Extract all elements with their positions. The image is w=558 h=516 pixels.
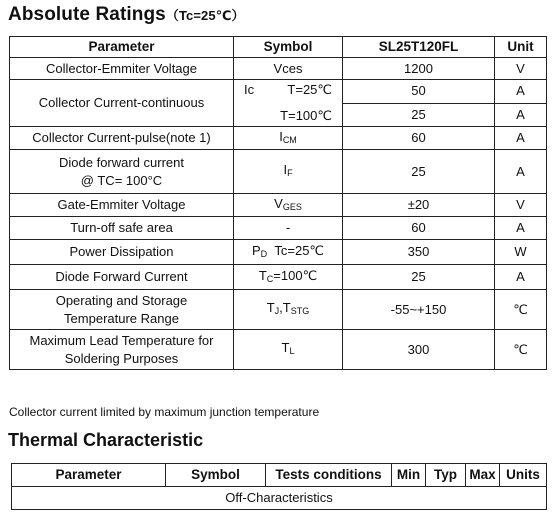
unit-cell: A [495,217,547,240]
symbol-main: I [283,162,288,177]
header-max: Max [466,464,500,487]
ic-cond-25: T=25℃ [287,82,332,97]
value-cell: 25 [343,265,495,290]
param-cell: Turn-off safe area [10,217,234,240]
value-cell: 25 [343,150,495,194]
table-header-row [12,464,547,487]
param-line-1: Maximum Lead Temperature for [29,332,214,348]
value-cell: 300 [343,330,495,370]
table-row [10,330,547,370]
absolute-ratings-heading [8,4,245,26]
unit-cell: ℃ [495,290,547,330]
header-typ: Typ [426,464,466,487]
value-cell: 25 [343,103,495,127]
table-row [10,80,547,104]
param-line-2: Temperature Range [64,310,179,326]
value-cell: 350 [343,240,495,265]
table-header-row [10,37,547,58]
unit-cell: A [495,103,547,127]
param-cell: Diode Forward Current [10,265,234,290]
unit-cell: A [495,80,547,104]
table-row [10,217,547,240]
value-cell: 50 [343,80,495,104]
symbol-sub: C [266,273,274,284]
header-parameter: Parameter [10,37,234,58]
abs-title: Absolute Ratings [8,4,166,25]
symbol-sub: D [260,248,268,259]
symbol-sub: GES [282,201,302,212]
unit-cell: V [495,194,547,217]
section-label: Off-Characteristics [12,487,547,510]
abs-condition: （Tc=25℃） [165,8,245,23]
symbol-main: T [258,267,267,283]
header-unit: Unit [495,37,547,58]
param-line-1: Diode forward current [59,154,184,170]
table-row [10,240,547,265]
param-line-2: @ TC= 100°C [80,172,163,188]
footnote: Collector current limited by maximum junction temperature [9,405,320,419]
symbol-sub: CM [282,134,297,145]
table-row [10,290,547,330]
symbol-condition: Tc=25℃ [274,242,325,258]
absolute-ratings-table [9,36,547,370]
symbol-cell [234,290,343,330]
table-row [10,150,547,194]
table-row [12,487,547,510]
header-parameter: Parameter [12,464,166,487]
unit-cell: A [495,265,547,290]
unit-cell: ℃ [495,330,547,370]
symbol-sub: J [274,306,280,316]
value-cell: -55~+150 [343,290,495,330]
ic-symbol: Ic [244,82,255,97]
symbol-main: I [279,128,283,144]
header-symbol: Symbol [166,464,266,487]
param-cell: Collector-Emmiter Voltage [10,58,234,80]
symbol-cell: Vces [234,58,343,80]
symbol-cell [234,240,343,265]
header-part-number: SL25T120FL [343,37,495,58]
symbol-main: V [274,195,283,211]
param-cell [10,290,234,330]
param-line-2: Soldering Purposes [64,350,179,366]
unit-cell: W [495,240,547,265]
ic-cond-100: T=100℃ [280,108,332,123]
header-min: Min [392,464,426,487]
table-row [10,127,547,150]
param-cell: Collector Current-continuous [10,80,234,127]
header-units: Units [500,464,547,487]
param-cell: Gate-Emmiter Voltage [10,194,234,217]
symbol-cell: - [234,217,343,240]
param-cell [10,150,234,194]
symbol-cell [234,150,343,194]
symbol-sub-2: STG [290,306,310,316]
table-row [10,265,547,290]
thermal-table [11,463,547,510]
symbol-separator: , [279,300,283,315]
symbol-cell [234,330,343,370]
symbol-cell [234,194,343,217]
header-test-conditions: Tests conditions [266,464,392,487]
param-cell: Collector Current-pulse(note 1) [10,127,234,150]
symbol-condition: =100℃ [273,267,318,283]
symbol-cell [234,127,343,150]
value-cell: ±20 [343,194,495,217]
param-cell [10,330,234,370]
symbol-main: T [281,340,290,355]
header-symbol: Symbol [234,37,343,58]
symbol-main: T [266,300,275,315]
thermal-heading: Thermal Characteristic [8,430,204,450]
ic-symbol-block [234,80,342,126]
symbol-main: P [251,242,261,258]
symbol-cell [234,265,343,290]
symbol-main-2: T [282,300,291,315]
symbol-sub: F [287,168,293,178]
value-cell: 1200 [343,58,495,80]
symbol-sub: L [289,346,295,356]
value-cell: 60 [343,217,495,240]
table-row [10,58,547,80]
symbol-cell [234,80,343,127]
value-cell: 60 [343,127,495,150]
param-line-1: Operating and Storage [55,292,188,308]
unit-cell: A [495,150,547,194]
unit-cell: V [495,58,547,80]
param-cell: Power Dissipation [10,240,234,265]
table-row [10,194,547,217]
unit-cell: A [495,127,547,150]
